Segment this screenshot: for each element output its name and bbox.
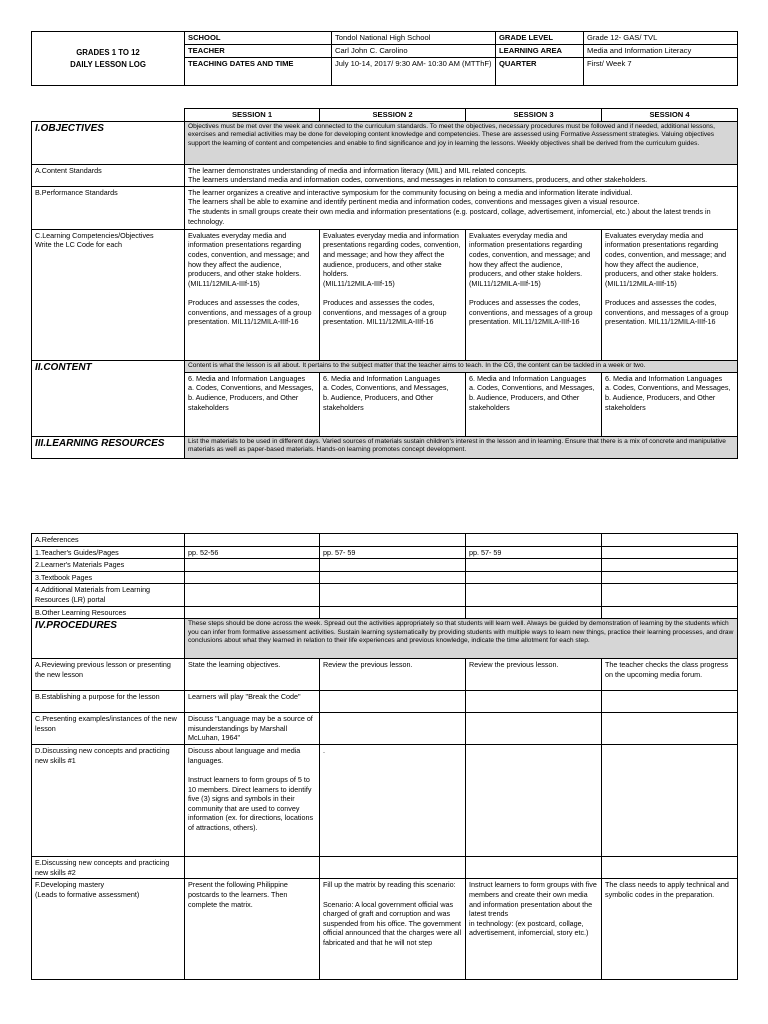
- procedure-d-session-1: Discuss about language and media languages. Instruct learners to form groups of 5 to 10 members. Direct learners to identify five (3) signs and symbols in their community that are used to convey information (ex. for directions, locations of attractions, others).: [185, 745, 320, 857]
- procedure-a-session-1: State the learning objectives.: [185, 659, 320, 691]
- references-label: A.References: [32, 534, 185, 547]
- procedure-b-session-2: [320, 691, 466, 713]
- procedures-note: These steps should be done across the week. Spread out the activities appropriately so that students will learn well. Always be guided by demonstration of learning by the students which you can infer from formative assessment activities. Sustain learning systematically by providing students with multiple ways to learn new things, practice their learning processes, and draw conclusions about what they learned in relation to their life experiences and previous knowledge, indicate the time allotment for each step.: [185, 619, 738, 659]
- teachers-guides-session-4: [602, 546, 738, 559]
- procedures-table: [31, 533, 738, 980]
- reference-cell: [320, 559, 466, 572]
- objectives-heading: I.OBJECTIVES: [32, 121, 185, 164]
- content-topic-session-1: 6. Media and Information Languages a. Codes, Conventions, and Messages, b. Audience, Producers, and Other stakeholders: [185, 372, 320, 436]
- reference-cell: [466, 559, 602, 572]
- procedure-c-session-3: [466, 713, 602, 745]
- reference-cell: [602, 584, 738, 606]
- procedure-f-session-2: Fill up the matrix by reading this scenario: Scenario: A local government official was charged of graft and corruption and was suspended from his office. The government official announced that the charges were all fabricated and that he will not step: [320, 879, 466, 980]
- procedure-label-f: F.Developing mastery (Leads to formative assessment): [32, 879, 185, 980]
- teachers-guides-session-3: pp. 57- 59: [466, 546, 602, 559]
- school-value: Tondol National High School: [332, 32, 496, 45]
- session-1-header: SESSION 1: [185, 109, 320, 122]
- competencies-label: C.Learning Competencies/Objectives Write the LC Code for each: [32, 229, 185, 360]
- objectives-note: Objectives must be met over the week and connected to the curriculum standards. To meet the objectives, necessary procedures must be followed and if needed, additional lessons, exercises and remedial activities may be done for developing content knowledge and competencies. These are assessed using Formative Assessment strategies. Valuing objectives support the learning of content and competencies and enable to find significance and joy in learning the lessons. Weekly objectives shall be derived from the curriculum guides.: [185, 121, 738, 164]
- competencies-session-1: Evaluates everyday media and information presentations regarding codes, convention, and message; and how they affect the audience, producers, and other stake holders. (MIL11/12MILA-IIIf-15) Produces and assesses the codes, conventions, and messages of a group presentation. MIL11/12MILA-IIIf-16: [185, 229, 320, 360]
- reference-cell: [602, 571, 738, 584]
- reference-cell: [320, 571, 466, 584]
- textbook-pages-label: 3.Textbook Pages: [32, 571, 185, 584]
- procedure-a-session-2: Review the previous lesson.: [320, 659, 466, 691]
- blank-corner: [32, 109, 185, 122]
- quarter-value: First/ Week 7: [584, 58, 738, 86]
- other-resources-label: B.Other Learning Resources: [32, 606, 185, 619]
- content-topic-session-2: 6. Media and Information Languages a. Codes, Conventions, and Messages, b. Audience, Producers, and Other stakeholders: [320, 372, 466, 436]
- reference-cell: [185, 606, 320, 619]
- procedure-c-session-1: Discuss "Language may be a source of misunderstandings by Marshall McLuhan, 1964": [185, 713, 320, 745]
- content-standards-text: The learner demonstrates understanding of media and information literacy (MIL) and MIL related concepts. The learners understand media and information codes, conventions, and messages in relation to consumers, producers, and other stakeholders.: [185, 164, 738, 186]
- grade-level-label: GRADE LEVEL: [496, 32, 584, 45]
- reference-cell: [466, 606, 602, 619]
- quarter-label: QUARTER: [496, 58, 584, 86]
- teacher-label: TEACHER: [185, 45, 332, 58]
- procedure-d-session-2: .: [320, 745, 466, 857]
- content-note: Content is what the lesson is all about. It pertains to the subject matter that the teacher aims to teach. In the CG, the content can be tackled in a week or two.: [185, 360, 738, 372]
- competencies-session-4: Evaluates everyday media and information presentations regarding codes, convention, and message; and how they affect the audience, producers, and other stake holders. (MIL11/12MILA-IIIf-15) Produces and assesses the codes, conventions, and messages of a group presentation. MIL11/12MILA-IIIf-16: [602, 229, 738, 360]
- procedure-f-session-1: Present the following Philippine postcards to the learners. Then complete the matrix.: [185, 879, 320, 980]
- teachers-guides-label: 1.Teacher's Guides/Pages: [32, 546, 185, 559]
- procedure-f-session-4: The class needs to apply technical and symbolic codes in the preparation.: [602, 879, 738, 980]
- procedure-e-session-4: [602, 857, 738, 879]
- session-4-header: SESSION 4: [602, 109, 738, 122]
- daily-lesson-log-title: GRADES 1 TO 12 DAILY LESSON LOG: [32, 32, 185, 86]
- session-3-header: SESSION 3: [466, 109, 602, 122]
- procedure-c-session-4: [602, 713, 738, 745]
- reference-cell: [466, 534, 602, 547]
- reference-cell: [320, 534, 466, 547]
- learning-resources-note: List the materials to be used in different days. Varied sources of materials sustain children's interest in the lesson and in learning. Ensure that there is a mix of concrete and manipulative materials as well as paper-based materials. Hands-on learning promotes concept development.: [185, 436, 738, 458]
- reference-cell: [602, 606, 738, 619]
- reference-cell: [466, 584, 602, 606]
- content-topic-session-3: 6. Media and Information Languages a. Codes, Conventions, and Messages, b. Audience, Producers, and Other stakeholders: [466, 372, 602, 436]
- reference-cell: [185, 559, 320, 572]
- teacher-value: Carl John C. Carolino: [332, 45, 496, 58]
- performance-standards-label: B.Performance Standards: [32, 186, 185, 229]
- session-2-header: SESSION 2: [320, 109, 466, 122]
- procedure-b-session-3: [466, 691, 602, 713]
- content-standards-label: A.Content Standards: [32, 164, 185, 186]
- competencies-session-2: Evaluates everyday media and information presentations regarding codes, convention, and message; and how they affect the audience, producers, and other stake holders. (MIL11/12MILA-IIIf-15) Produces and assesses the codes, conventions, and messages of a group presentation. MIL11/12MILA-IIIf-16: [320, 229, 466, 360]
- reference-cell: [466, 571, 602, 584]
- learners-materials-label: 2.Learner's Materials Pages: [32, 559, 185, 572]
- school-label: SCHOOL: [185, 32, 332, 45]
- reference-cell: [185, 584, 320, 606]
- grade-level-value: Grade 12- GAS/ TVL: [584, 32, 738, 45]
- procedure-a-session-4: The teacher checks the class progress on the upcoming media forum.: [602, 659, 738, 691]
- learning-area-label: LEARNING AREA: [496, 45, 584, 58]
- procedure-label-d: D.Discussing new concepts and practicing new skills #1: [32, 745, 185, 857]
- procedure-b-session-4: [602, 691, 738, 713]
- procedure-f-session-3: Instruct learners to form groups with five members and create their own media and information presentation about the latest trends in technology: (ex postcard, collage, advertisement, infomercial, story etc.): [466, 879, 602, 980]
- teaching-dates-label: TEACHING DATES AND TIME: [185, 58, 332, 86]
- teachers-guides-session-2: pp. 57- 59: [320, 546, 466, 559]
- competencies-session-3: Evaluates everyday media and information presentations regarding codes, convention, and message; and how they affect the audience, producers, and other stake holders. (MIL11/12MILA-IIIf-15) Produces and assesses the codes, conventions, and messages of a group presentation. MIL11/12MILA-IIIf-16: [466, 229, 602, 360]
- content-topic-session-4: 6. Media and Information Languages a. Codes, Conventions, and Messages, b. Audience, Producers, and Other stakeholders: [602, 372, 738, 436]
- procedure-e-session-1: [185, 857, 320, 879]
- additional-materials-label: 4.Additional Materials from Learning Resources (LR) portal: [32, 584, 185, 606]
- procedure-c-session-2: [320, 713, 466, 745]
- procedures-heading: IV.PROCEDURES: [32, 619, 185, 659]
- procedure-e-session-3: [466, 857, 602, 879]
- procedure-a-session-3: Review the previous lesson.: [466, 659, 602, 691]
- procedure-label-b: B.Establishing a purpose for the lesson: [32, 691, 185, 713]
- header-table: [31, 31, 738, 86]
- reference-cell: [602, 559, 738, 572]
- reference-cell: [320, 606, 466, 619]
- procedure-label-e: E.Discussing new concepts and practicing new skills #2: [32, 857, 185, 879]
- procedure-label-c: C.Presenting examples/instances of the new lesson: [32, 713, 185, 745]
- performance-standards-text: The learner organizes a creative and interactive symposium for the community focusing on being a media and information literate individual. The learners shall be able to examine and identify pertinent media and information codes, conventions and messages given a visual resource. The students in small groups create their own media and information presentations (e.g. postcard, collage, advertisement, infomercial, etc.) about the latest trends in technology.: [185, 186, 738, 229]
- procedure-e-session-2: [320, 857, 466, 879]
- reference-cell: [185, 571, 320, 584]
- teaching-dates-value: July 10-14, 2017/ 9:30 AM- 10:30 AM (MTThF): [332, 58, 496, 86]
- procedure-d-session-3: [466, 745, 602, 857]
- objectives-table: [31, 108, 738, 459]
- procedure-b-session-1: Learners will play "Break the Code": [185, 691, 320, 713]
- procedure-d-session-4: [602, 745, 738, 857]
- learning-resources-heading: III.LEARNING RESOURCES: [32, 436, 185, 458]
- content-heading: II.CONTENT: [32, 360, 185, 436]
- reference-cell: [320, 584, 466, 606]
- teachers-guides-session-1: pp. 52-56: [185, 546, 320, 559]
- reference-cell: [602, 534, 738, 547]
- reference-cell: [185, 534, 320, 547]
- learning-area-value: Media and Information Literacy: [584, 45, 738, 58]
- procedure-label-a: A.Reviewing previous lesson or presenting the new lesson: [32, 659, 185, 691]
